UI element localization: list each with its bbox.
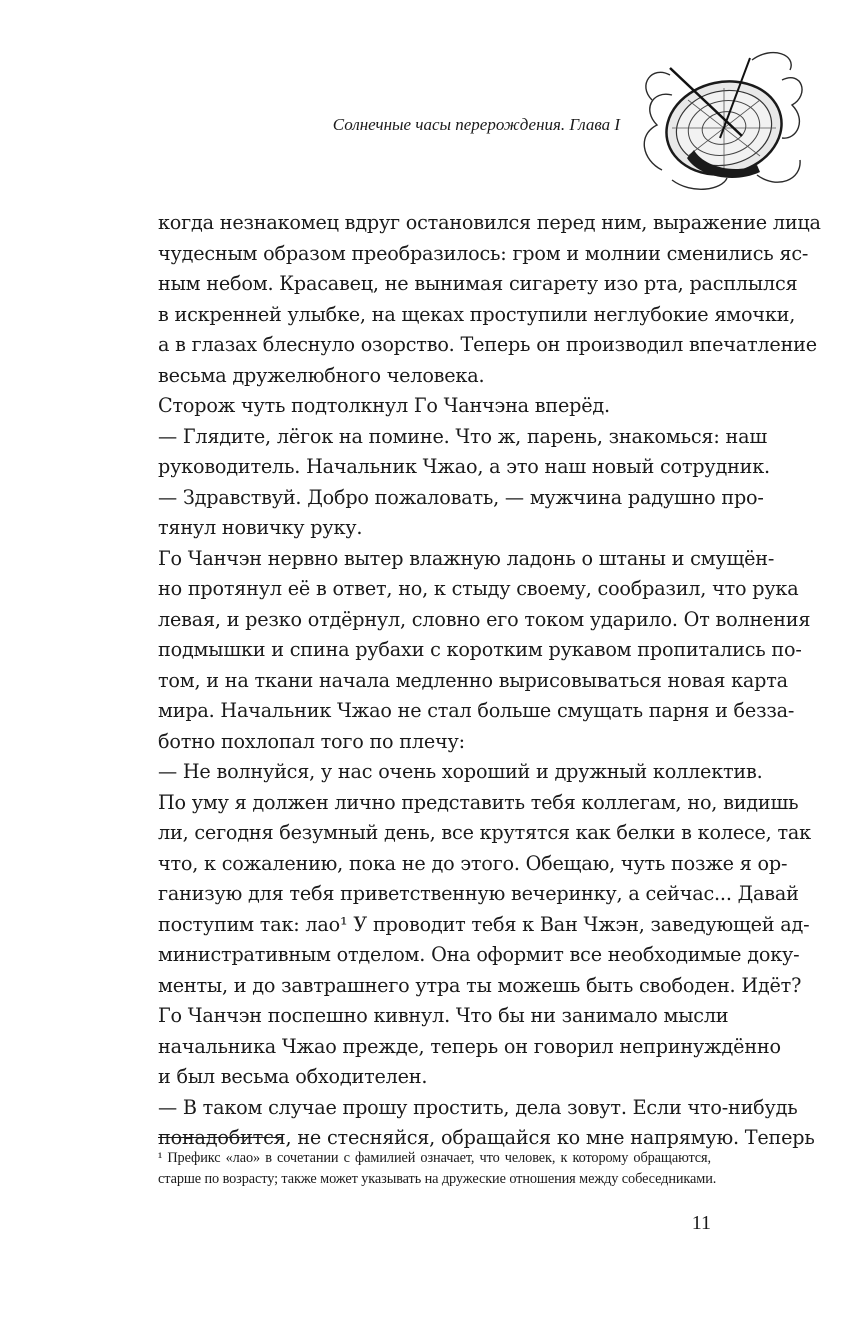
text-line: По уму я должен лично представить тебя коллегам, но, видишь: [158, 790, 799, 814]
text-line: Го Чанчэн нервно вытер влажную ладонь о штаны и смущён-: [158, 546, 775, 570]
sundial-ornament-icon: [632, 40, 812, 200]
text-line: руководитель. Начальник Чжао, а это наш новый сотрудник.: [158, 455, 770, 478]
main-text: [158, 208, 821, 1154]
text-line: весьма дружелюбного человека.: [158, 363, 485, 387]
text-line: начальника Чжао прежде, теперь он говорил непринуждённо: [158, 1034, 781, 1058]
text-line: понадобится, не стесняйся, обращайся ко мне напрямую. Теперь: [158, 1126, 815, 1149]
footnote-line: ¹ Префикс «лао» в сочетании с фамилией означает, что человек, к которому обращаются,: [158, 1150, 711, 1166]
text-line: ли, сегодня безумный день, все крутятся как белки в колесе, так: [158, 821, 811, 844]
footnote-line: старше по возрасту; также может указывать на дружеские отношения между собеседниками.: [158, 1171, 717, 1187]
text-line: — Не волнуйся, у нас очень хороший и дружный коллектив.: [158, 760, 763, 783]
text-line: министративным отделом. Она оформит все необходимые доку-: [158, 943, 800, 966]
text-line: левая, и резко отдёрнул, словно его током ударило. От волнения: [158, 607, 811, 631]
text-line: ганизую для тебя приветственную вечеринку, а сейчас... Давай: [158, 882, 799, 905]
text-line: ботно похлопал того по плечу:: [158, 729, 465, 753]
text-line: — Глядите, лёгок на помине. Что ж, парень, знакомься: наш: [158, 424, 767, 448]
footnote: [158, 1148, 717, 1190]
page-number: 11: [691, 1212, 711, 1234]
running-title: Солнечные часы перерождения. Глава I: [332, 115, 620, 134]
text-line: когда незнакомец вдруг остановился перед ним, выражение лица: [158, 211, 821, 234]
text-line: чудесным образом преобразилось: гром и молнии сменились яс-: [158, 241, 809, 265]
text-line: поступим так: лао¹ У проводит тебя к Ван Чжэн, заведующей ад-: [158, 912, 810, 936]
text-line: — Здравствуй. Добро пожаловать, — мужчина радушно про-: [158, 485, 764, 509]
text-line: Сторож чуть подтолкнул Го Чанчэна вперёд.: [158, 394, 610, 417]
text-line: том, и на ткани начала медленно вырисовываться новая карта: [158, 668, 788, 692]
text-line: ным небом. Красавец, не вынимая сигарету изо рта, расплылся: [158, 272, 798, 295]
text-line: мира. Начальник Чжао не стал больше смущать парня и безза-: [158, 699, 795, 722]
text-line: но протянул её в ответ, но, к стыду своему, сообразил, что рука: [158, 577, 799, 600]
text-line: в искренней улыбке, на щеках проступили неглубокие ямочки,: [158, 302, 796, 326]
footnote-divider: [158, 1137, 283, 1138]
text-line: и был весьма обходителен.: [158, 1065, 428, 1088]
text-line: — В таком случае прошу простить, дела зовут. Если что-нибудь: [158, 1095, 798, 1119]
text-line: Го Чанчэн поспешно кивнул. Что бы ни занимало мысли: [158, 1004, 729, 1027]
text-line: подмышки и спина рубахи с коротким рукавом пропитались по-: [158, 638, 802, 661]
text-line: а в глазах блеснуло озорство. Теперь он производил впечатление: [158, 333, 817, 356]
text-line: что, к сожалению, пока не до этого. Обещаю, чуть позже я ор-: [158, 851, 788, 875]
text-line: менты, и до завтрашнего утра ты можешь быть свободен. Идёт?: [158, 973, 802, 997]
text-line: тянул новичку руку.: [158, 516, 363, 539]
